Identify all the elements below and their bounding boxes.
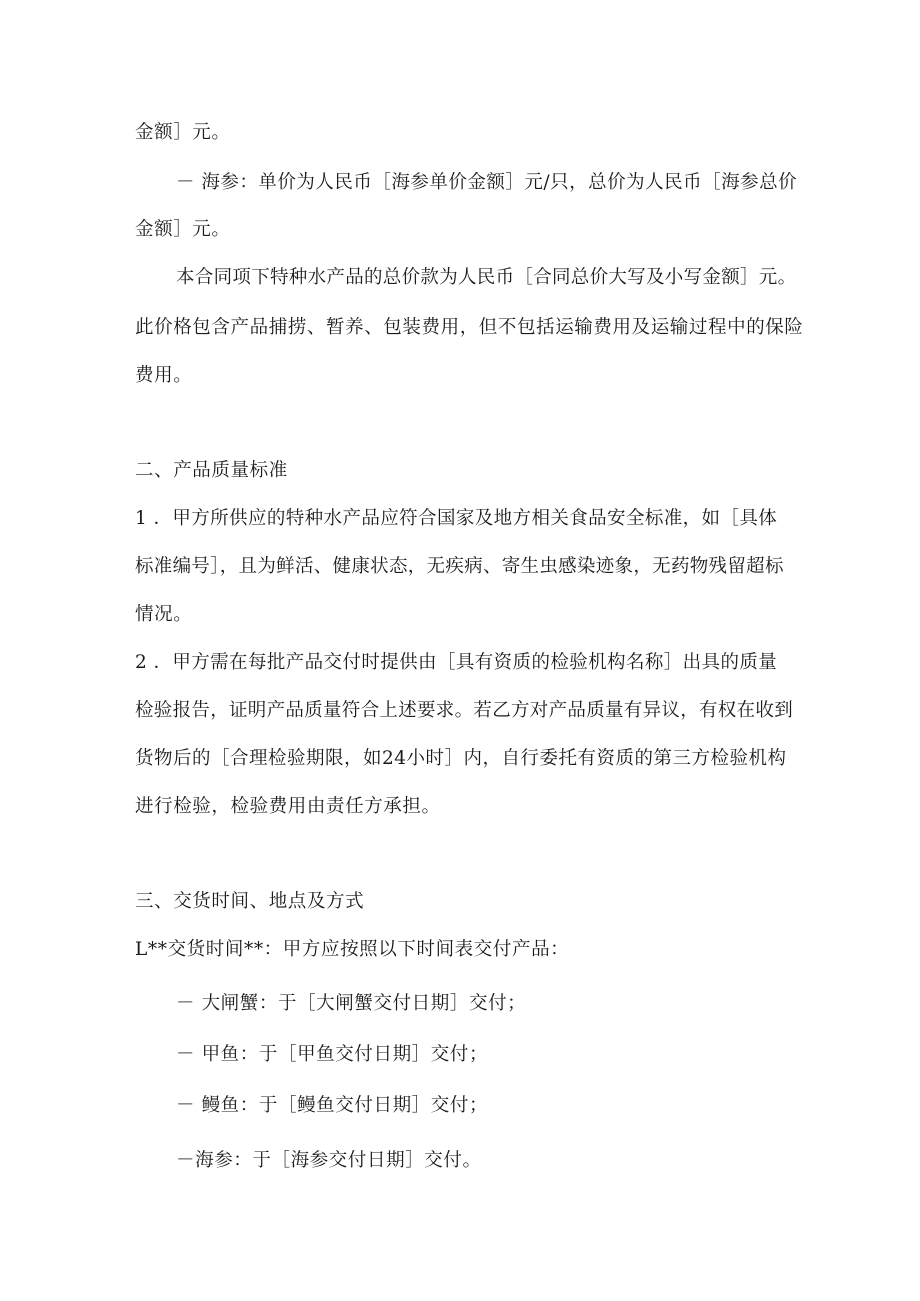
section-2-item-1-line-3: 情况。 xyxy=(135,604,193,625)
total-line-3: 费用。 xyxy=(135,365,193,386)
section-3-intro: L**交货时间**：甲方应按照以下时间表交付产品： xyxy=(135,939,570,960)
section-2-item-2-line-3: 货物后的［合理检验期限，如24小时］内，自行委托有资质的第三方检验机构 xyxy=(135,748,787,769)
total-line-2: 此价格包含产品捕捞、暂养、包装费用，但不包括运输费用及运输过程中的保险 xyxy=(135,317,804,338)
section-2-item-1-line-2: 标准编号］，且为鲜活、健康状态，无疾病、寄生虫感染迹象，无药物残留超标 xyxy=(135,556,784,577)
section-3-title: 三、交货时间、地点及方式 xyxy=(135,891,365,912)
delivery-item-eel: － 鳗鱼：于［鳗鱼交付日期］交付； xyxy=(176,1095,489,1116)
section-2-item-2-line-1: 2 ．甲方需在每批产品交付时提供由［具有资质的检验机构名称］出具的质量 xyxy=(135,652,778,673)
section-2-item-1-line-1: 1 ．甲方所供应的特种水产品应符合国家及地方相关食品安全标准，如［具体 xyxy=(135,508,778,529)
price-line-3: 金额］元。 xyxy=(135,219,231,240)
section-2-item-2-line-2: 检验报告，证明产品质量符合上述要求。若乙方对产品质量有异议，有权在收到 xyxy=(135,700,794,721)
price-line-1: 金额］元。 xyxy=(135,122,231,143)
section-2-item-2-line-4: 进行检验，检验费用由责任方承担。 xyxy=(135,796,441,817)
delivery-item-crab: － 大闸蟹：于［大闸蟹交付日期］交付； xyxy=(176,993,527,1014)
total-line-1: 本合同项下特种水产品的总价款为人民币［合同总价大写及小写金额］元。 xyxy=(176,267,797,288)
delivery-item-turtle: － 甲鱼：于［甲鱼交付日期］交付； xyxy=(176,1044,489,1065)
section-2-title: 二、产品质量标准 xyxy=(135,460,288,481)
price-line-2: － 海参：单价为人民币［海参单价金额］元/只，总价为人民币［海参总价 xyxy=(176,172,798,193)
delivery-item-sea-cucumber: －海参：于［海参交付日期］交付。 xyxy=(176,1150,482,1171)
